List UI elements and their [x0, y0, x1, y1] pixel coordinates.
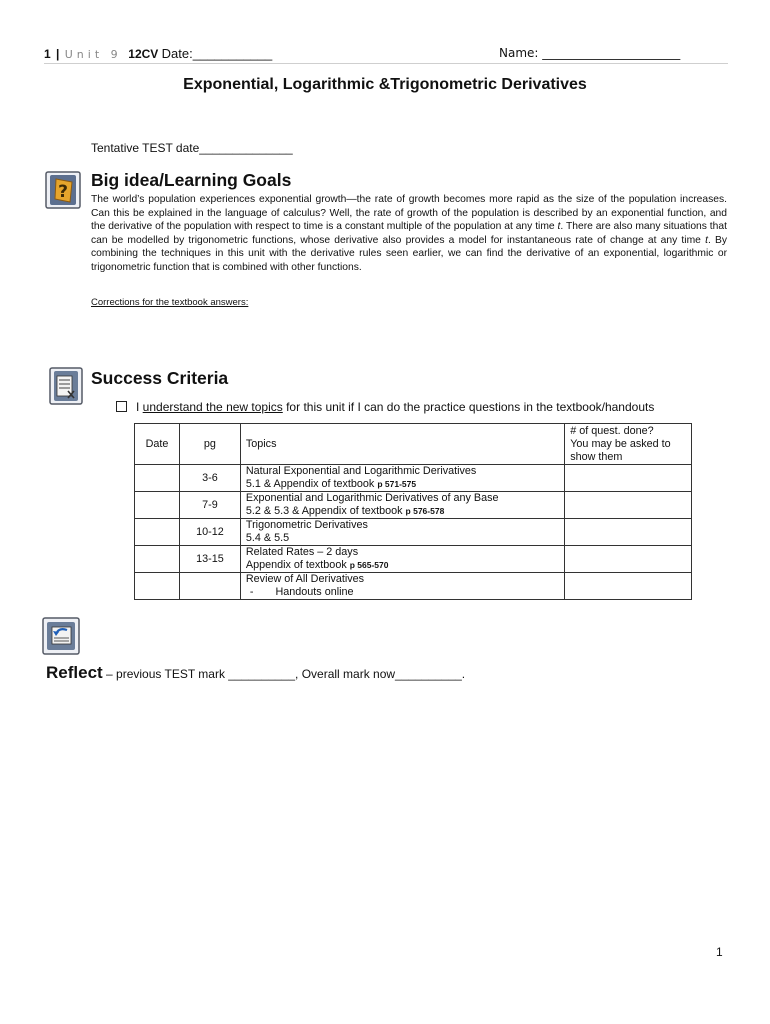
row-done-cell[interactable]: [565, 546, 692, 573]
svg-text:?: ?: [58, 182, 68, 202]
row-topic-cell: [240, 492, 564, 519]
header-done-line-2: You may be asked to: [570, 437, 671, 450]
topic-section: 5.2 & 5.3 & Appendix of textbook: [245, 505, 406, 517]
header-unit: Unit 9: [64, 48, 122, 61]
header-done-line-3: show them: [570, 450, 623, 463]
big-idea-heading: Big idea/Learning Goals: [91, 170, 292, 190]
reflect-text: – previous TEST mark __________, Overall mark now__________.: [102, 667, 466, 681]
topic-pages: p 571-575: [377, 479, 417, 489]
header-page-number: 1: [44, 47, 51, 61]
header-questions-done: [565, 424, 692, 465]
row-topic-cell: [240, 465, 564, 492]
criteria-checkbox[interactable]: [116, 401, 127, 412]
checklist-icon: [49, 367, 83, 405]
table-row: [135, 546, 692, 573]
header-done-line-1: # of quest. done?: [570, 424, 654, 437]
page-number-footer: 1: [716, 945, 723, 959]
topic-section: 5.1 & Appendix of textbook: [245, 478, 378, 490]
header-course: 12CV: [128, 47, 159, 61]
row-pg-cell: 10-12: [179, 519, 240, 546]
row-done-cell[interactable]: [565, 465, 692, 492]
row-done-cell[interactable]: [565, 573, 692, 600]
criteria-text-post: for this unit if I can do the practice questions in the textbook/handouts: [282, 400, 655, 414]
dash-bullet: -: [249, 586, 254, 598]
header-topics: Topics: [240, 424, 564, 465]
question-mark-icon: [45, 171, 81, 209]
header-rule: [44, 63, 728, 64]
row-pg-cell: 13-15: [179, 546, 240, 573]
header-date-label: Date:___________: [161, 46, 273, 61]
row-done-cell[interactable]: [565, 519, 692, 546]
row-pg-cell: 7-9: [179, 492, 240, 519]
criteria-text-pre: I: [136, 400, 143, 414]
row-date-cell[interactable]: [135, 519, 180, 546]
big-idea-var-t-1: t: [557, 221, 561, 233]
row-date-cell[interactable]: [135, 546, 180, 573]
row-pg-cell: [179, 573, 240, 600]
topic-section: Handouts online: [275, 586, 354, 598]
reflect-icon: [42, 617, 80, 655]
table-row: [135, 492, 692, 519]
header-date: Date: [135, 424, 180, 465]
topic-pages: p 576-578: [405, 506, 445, 516]
header-separator: |: [56, 47, 60, 61]
big-idea-text-3: . By combining the techniques in this unit with the derivative rules seen earlier, we can find the derivative of an exponential, logarithmic or trigonometric function that is combined with other functions.: [91, 234, 727, 273]
row-topic-cell: [240, 573, 564, 600]
topic-title: Related Rates – 2 days: [245, 546, 359, 558]
topic-pages: p 565-570: [349, 560, 389, 570]
row-topic-cell: [240, 546, 564, 573]
big-idea-var-t-2: t: [705, 234, 708, 246]
topic-section: 5.4 & 5.5: [245, 532, 290, 544]
page-header-left: [44, 46, 272, 61]
topic-title: Trigonometric Derivatives: [245, 519, 368, 531]
page-title: Exponential, Logarithmic &Trigonometric Derivatives: [183, 76, 587, 93]
topic-title: Exponential and Logarithmic Derivatives of any Base: [245, 492, 499, 504]
row-date-cell[interactable]: [135, 573, 180, 600]
table-row: [135, 519, 692, 546]
topic-dash-item: [246, 586, 354, 598]
table-header-row: [135, 424, 692, 465]
table-row: [135, 573, 692, 600]
reflect-line: [46, 663, 465, 683]
textbook-corrections-label: Corrections for the textbook answers:: [91, 297, 249, 308]
big-idea-text-2: . There are also many situations that can be modelled by trigonometric functions, whose derivative also provides a model for instantaneous rate of change at any time: [91, 221, 727, 246]
row-date-cell[interactable]: [135, 492, 180, 519]
criteria-item: [116, 400, 654, 414]
tentative-test-date: Tentative TEST date______________: [91, 141, 293, 155]
header-pg: pg: [179, 424, 240, 465]
topic-section: Appendix of textbook: [245, 559, 350, 571]
header-name-label: Name: _______________________: [499, 46, 681, 60]
success-criteria-heading: Success Criteria: [91, 368, 229, 388]
topics-table: [134, 423, 692, 600]
topic-title: Review of All Derivatives: [245, 573, 365, 585]
row-done-cell[interactable]: [565, 492, 692, 519]
criteria-underlined-text: understand the new topics: [142, 400, 283, 414]
row-pg-cell: 3-6: [179, 465, 240, 492]
topic-title: Natural Exponential and Logarithmic Derivatives: [245, 465, 477, 477]
row-topic-cell: [240, 519, 564, 546]
row-date-cell[interactable]: [135, 465, 180, 492]
big-idea-paragraph: [91, 193, 727, 275]
table-row: [135, 465, 692, 492]
reflect-heading: Reflect: [46, 663, 103, 682]
big-idea-text-1: The world’s population experiences exponential growth—the rate of growth becomes more rapid as the size of the population increases. Can this be explained in the language of calculus? Well, the rate of growth of the population is described by an exponential function, and the derivative of the population with respect to time is a constant multiple of the population at any time: [91, 194, 727, 233]
